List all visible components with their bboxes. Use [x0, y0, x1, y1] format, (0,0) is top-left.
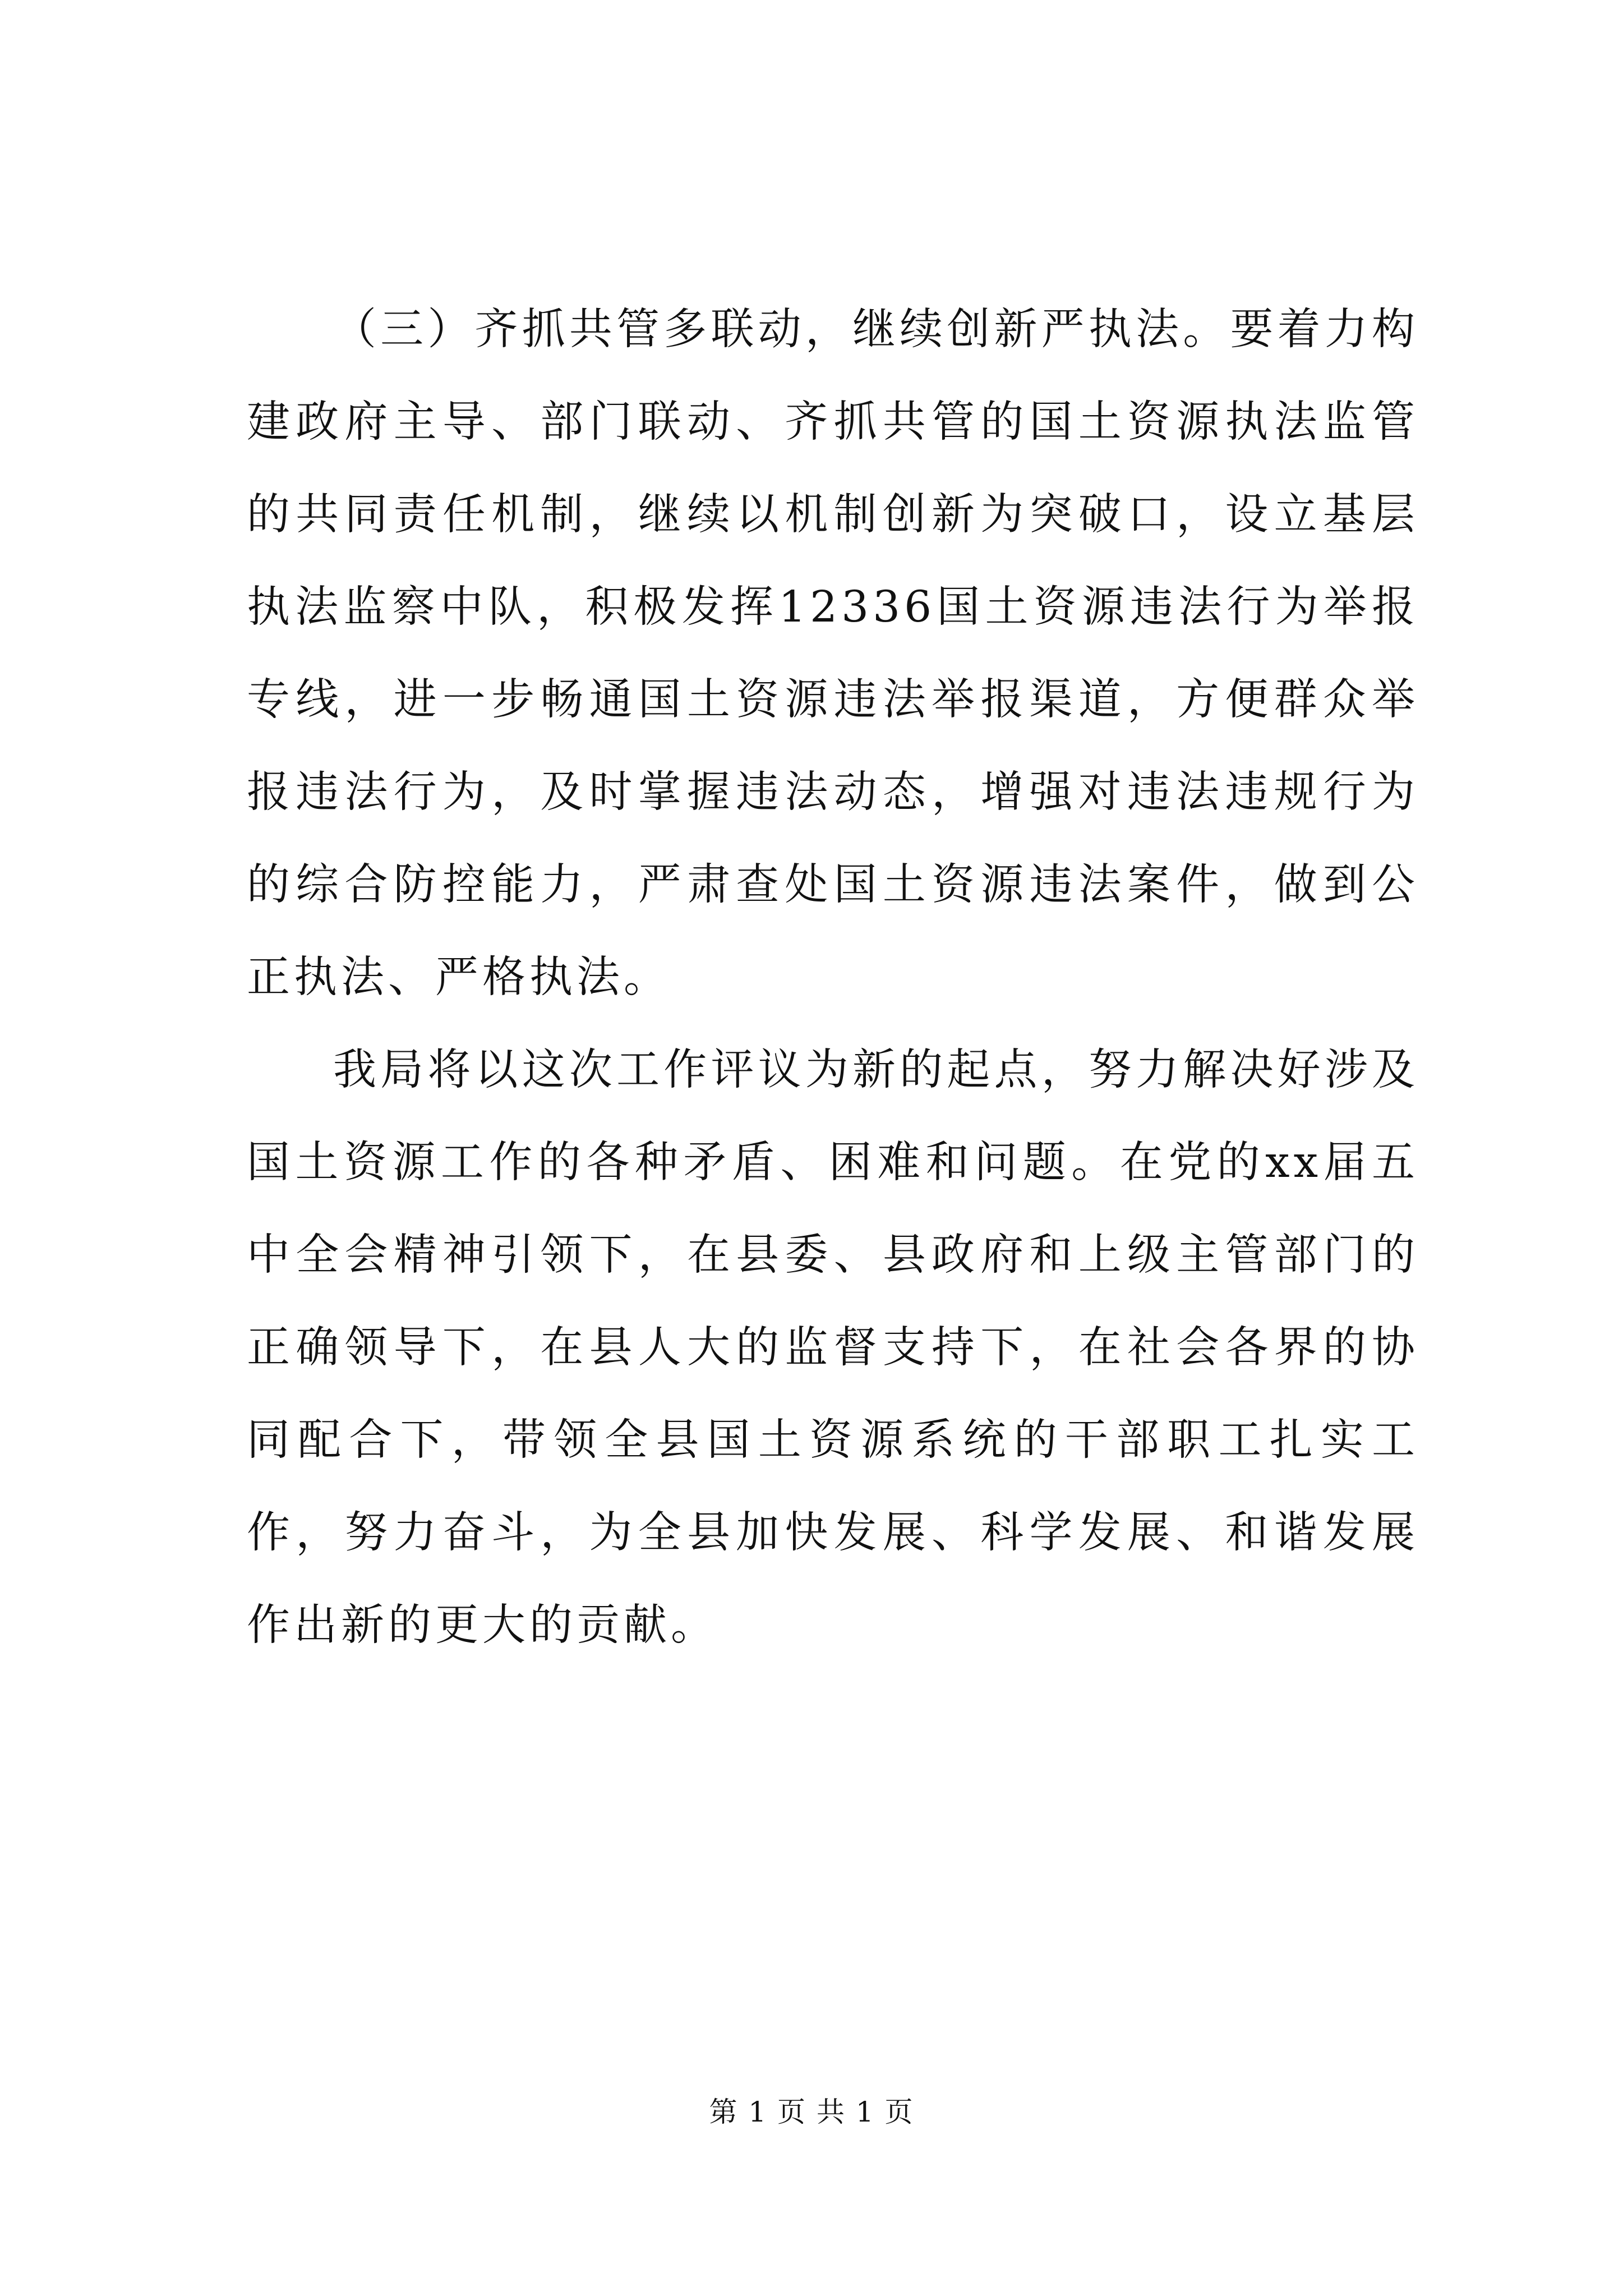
paragraph-law-enforcement: （三）齐抓共管多联动，继续创新严执法。要着力构建政府主导、部门联动、齐抓共管的国土资源执法监管的共同责任机制，继续以机制创新为突破口，设立基层执法监察中队，积极发挥12336国土资源违法行为举报专线，进一步畅通国土资源违法举报渠道，方便群众举报违法行为，及时掌握违法动态，增强对违法违规行为的综合防控能力，严肃查处国土资源违法案件，做到公正执法、严格执法。: [247, 305, 1419, 1002]
document-body: [247, 283, 1419, 1672]
page-footer: 第 1 页 共 1 页: [709, 2096, 914, 2128]
paragraph-closing: 我局将以这次工作评议为新的起点，努力解决好涉及国土资源工作的各种矛盾、困难和问题。在党的xx届五中全会精神引领下，在县委、县政府和上级主管部门的正确领导下，在县人大的监督支持下，在社会各界的协同配合下，带领全县国土资源系统的干部职工扎实工作，努力奋斗，为全县加快发展、科学发展、和谐发展作出新的更大的贡献。: [247, 1045, 1419, 1650]
